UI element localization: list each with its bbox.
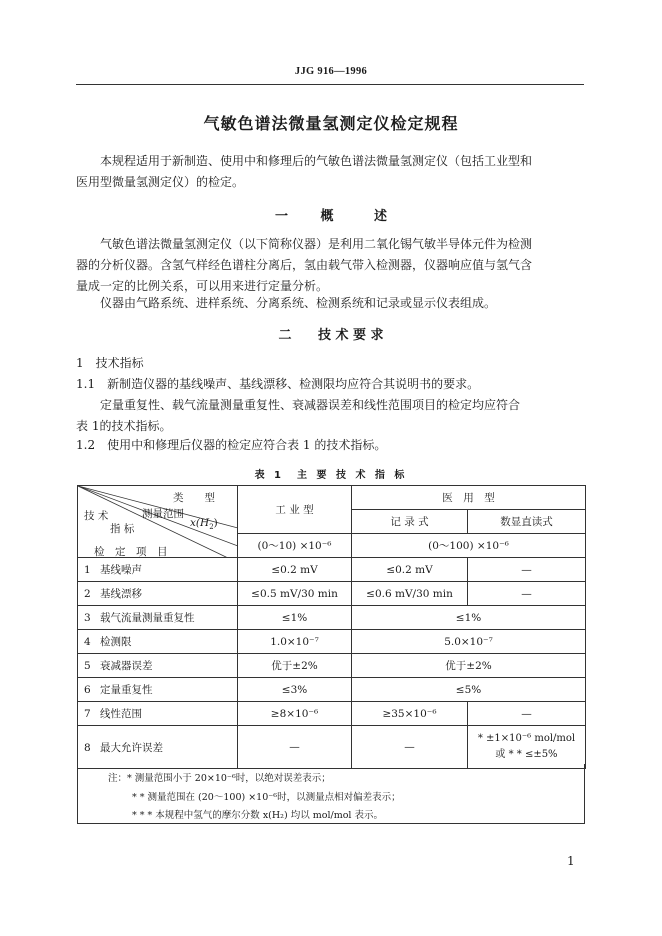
row-name: 定量重复性 [100,684,153,696]
overview-p2-line: 仪器由气路系统、进样系统、分离系统、检测系统和记录或显示仪表组成。 [100,296,497,310]
table-row [78,606,586,630]
cell-recorder: ≥35×10⁻⁶ [352,702,468,726]
col-digital: 数显直读式 [468,510,586,534]
section-1-char-b: 述 [374,209,388,224]
overview-paragraph-1 [76,234,586,297]
range-industrial: (0～10) ×10⁻⁶ [238,534,352,558]
cell-recorder: ≤0.6 mV/30 min [352,582,468,606]
cell-recorder: ≤0.2 mV [352,558,468,582]
row-name: 载气流量测量重复性 [100,612,195,624]
item-1-1-continuation [76,395,586,437]
range-var-sub: 2 [209,523,214,532]
cell-industrial: ≤3% [238,678,352,702]
intro-line-1: 本规程适用于新制造、使用中和修理后的气敏色谱法微量氢测定仪（包括工业型和 [100,154,533,168]
row-number: 6 [84,684,91,696]
table-corner-cell [78,486,238,558]
cell-digital: — [468,558,586,582]
cell-industrial: 1.0×10⁻⁷ [238,630,352,654]
cell-medical: ≤1% [352,606,586,630]
cell-medical: ≤5% [352,678,586,702]
overview-line-2: 器的分析仪器。含氢气样经色谱柱分离后，氢由载气带入检测器，仪器响应值与氢气含 [76,258,533,272]
col-industrial: 工 业 型 [238,486,352,534]
cont-line-2: 表 1的技术指标。 [76,419,172,433]
corner-range-var [190,517,218,531]
corner-tech-b: 指 标 [110,523,135,535]
cell-recorder: — [352,726,468,769]
range-medical: (0～100) ×10⁻⁶ [352,534,586,558]
col-medical: 医 用 型 [352,486,586,510]
item-1-2: 1.2 使用中和修理后仪器的检定应符合表 1 的技术指标。 [76,438,387,452]
intro-line-2: 医用型微量氢测定仪）的检定。 [76,175,245,189]
row-label [78,630,238,654]
cell-industrial: — [238,726,352,769]
row-name: 基线噪声 [100,564,142,576]
table-row [78,678,586,702]
row-number: 1 [84,564,91,576]
overview-paragraph-2 [76,293,586,314]
cell-industrial: ≤0.5 mV/30 min [238,582,352,606]
row-label [78,702,238,726]
page-number: 1 [567,854,575,868]
row-label [78,654,238,678]
section-2-title: 技 术 要 求 [317,328,384,343]
cell-industrial: 优于±2% [238,654,352,678]
item-1-1: 1.1 新制造仪器的基线噪声、基线漂移、检测限均应符合其说明书的要求。 [76,377,480,391]
cell-industrial: ≤0.2 mV [238,558,352,582]
max-error-line-1: * ±1×10⁻⁶ mol/mol [477,733,576,744]
corner-range-label: 测量范围 [142,508,184,520]
table-notes [77,764,585,824]
row-name: 基线漂移 [100,588,142,600]
corner-tech-a: 技 术 [84,510,109,522]
table-caption: 表 1 主 要 技 术 指 标 [254,470,408,481]
max-error-line-2: 或 * * ≤±5% [495,749,558,760]
cell-medical: 优于±2% [352,654,586,678]
cell-medical: 5.0×10⁻⁷ [352,630,586,654]
range-var-close: ) [213,517,218,529]
row-label [78,606,238,630]
cell-digital [468,726,586,769]
row-number: 2 [84,588,91,600]
cell-industrial: ≥8×10⁻⁶ [238,702,352,726]
table-row [78,558,586,582]
table-row [78,702,586,726]
corner-type-label: 类 型 [173,492,215,504]
section-1-char-a: 概 [320,209,334,224]
cell-industrial: ≤1% [238,606,352,630]
col-recorder: 记 录 式 [352,510,468,534]
row-name: 检测限 [100,636,132,648]
overview-line-3: 量成一定的比例关系，可以用来进行定量分析。 [76,279,329,293]
row-number: 7 [84,708,91,720]
intro-paragraph [76,151,586,193]
table-row [78,582,586,606]
row-number: 8 [84,741,91,754]
note-1: 注：* 测量范围小于 20×10⁻⁶时，以绝对误差表示； [108,773,331,784]
row-label [78,678,238,702]
section-1-heading [0,205,662,224]
cont-line-1: 定量重复性、载气流量测量重复性、衰减器误差和线性范围项目的检定均应符合 [100,398,521,412]
note-3: * * * 本规程中氢气的摩尔分数 x(H₂) 均以 mol/mol 表示。 [132,810,383,821]
table-row [78,654,586,678]
document-title: 气敏色谱法微量氢测定仪检定规程 [203,114,459,133]
row-label [78,726,238,769]
row-name: 线性范围 [100,708,142,720]
row-name: 衰减器误差 [100,660,153,672]
item-1: 1 技术指标 [76,356,144,370]
cell-digital: — [468,702,586,726]
spec-table [77,485,586,769]
table-row [78,630,586,654]
table-row [78,726,586,769]
header-rule [76,84,584,85]
section-1-number: 一 [274,209,288,224]
overview-line-1: 气敏色谱法微量氢测定仪（以下简称仪器）是利用二氧化锡气敏半导体元件为检测 [100,237,533,251]
row-name: 最大允许误差 [100,741,163,754]
section-2-number: 二 [278,328,292,343]
table-header-row-1 [78,486,586,510]
section-2-heading [0,324,662,343]
range-var-x: x(H [190,517,210,529]
standard-code: JJG 916—1996 [294,66,368,77]
row-number: 3 [84,612,91,624]
row-label [78,582,238,606]
row-number: 5 [84,660,91,672]
corner-item-label: 检 定 项 目 [94,546,168,558]
cell-digital: — [468,582,586,606]
row-label [78,558,238,582]
row-number: 4 [84,636,91,648]
note-2: * * 测量范围在 (20～100) ×10⁻⁶时，以测量点相对偏差表示； [132,792,401,803]
